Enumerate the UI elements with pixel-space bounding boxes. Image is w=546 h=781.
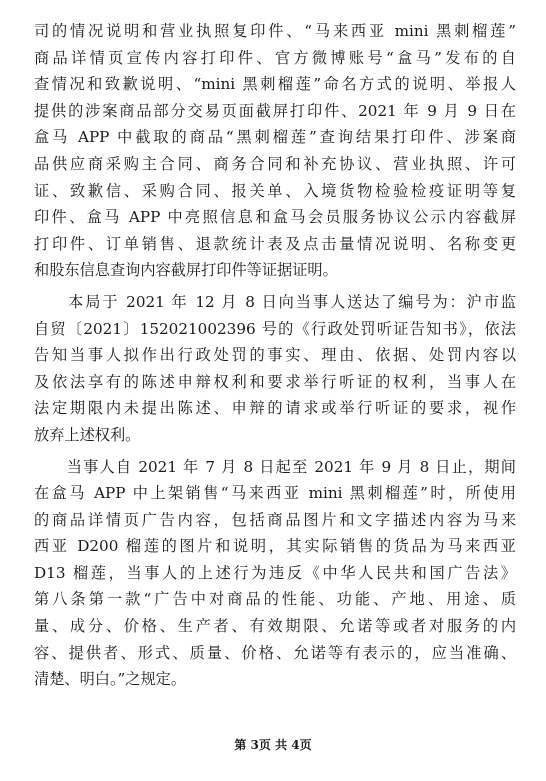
text-line: 法定期限内未提出陈述、申辩的请求或举行听证的要求，视作 — [34, 399, 516, 418]
text-line: 商品详情页宣传内容打印件、官方微博账号“盒马”发布的自 — [34, 48, 516, 67]
text-line: 盒马 APP 中截取的商品“黑刺榴莲”查询结果打印件、涉案商 — [34, 128, 516, 147]
paragraph-hearing-notice — [34, 289, 516, 449]
text-line: 打印件、订单销售、退款统计表及点击量情况说明、名称变更 — [34, 234, 516, 253]
text-line: 量、成分、价格、生产者、有效期限、允诺等或者对服务的内 — [34, 617, 516, 636]
text-line: 司的情况说明和营业执照复印件、“马来西亚 mini 黑刺榴莲” — [34, 22, 516, 40]
text-line: 品供应商采购主合同、商务合同和补充协议、营业执照、许可 — [34, 154, 516, 173]
text-line: 提供的涉案商品部分交易页面截屏打印件、2021 年 9 月 9 日在 — [34, 101, 516, 120]
text-line: 印件、盒马 APP 中亮照信息和盒马会员服务协议公示内容截屏 — [34, 208, 516, 227]
text-line: 容、提供者、形式、质量、价格、允诺等有表示的，应当准确、 — [34, 643, 516, 662]
text-line: 及依法享有的陈述申辩权利和要求举行听证的权利，当事人在 — [34, 372, 516, 391]
text-line: 清楚、明白。”之规定。 — [34, 670, 187, 689]
text-line: 查情况和致歉说明、“mini 黑刺榴莲”命名方式的说明、举报人 — [34, 75, 516, 94]
text-line: 和股东信息查询内容截屏打印件等证据证明。 — [34, 261, 338, 280]
page-number-footer: 第 3页 共 4页 — [234, 738, 312, 752]
text-line: 放弃上述权利。 — [34, 425, 141, 444]
text-line: 自贸〔2021〕152021002396 号的《行政处罚听证告知书》，依法 — [34, 319, 516, 338]
text-line: 西亚 D200 榴莲的图片和说明，其实际销售的货品为马来西亚 — [34, 537, 516, 556]
text-line: 第八条第一款“广告中对商品的性能、功能、产地、用途、质 — [34, 590, 516, 609]
text-line: 证、致歉信、采购合同、报关单、入境货物检验检疫证明等复 — [34, 181, 516, 200]
text-line: D13 榴莲，当事人的上述行为违反《中华人民共和国广告法》 — [34, 563, 516, 582]
document-body — [34, 18, 516, 693]
text-line: 当事人自 2021 年 7 月 8 日起至 2021 年 9 月 8 日止，期间 — [34, 457, 516, 476]
paragraph-evidence — [34, 18, 516, 284]
text-line: 的商品详情页广告内容，包括商品图片和文字描述内容为马来 — [34, 510, 516, 529]
text-line: 告知当事人拟作出行政处罚的事实、理由、依据、处罚内容以 — [34, 346, 516, 365]
text-line: 在盒马 APP 中上架销售“马来西亚 mini 黑刺榴莲”时，所使用 — [34, 484, 516, 503]
paragraph-violation-finding — [34, 454, 516, 693]
text-line: 本局于 2021 年 12 月 8 日向当事人送达了编号为：沪市监 — [34, 292, 516, 311]
